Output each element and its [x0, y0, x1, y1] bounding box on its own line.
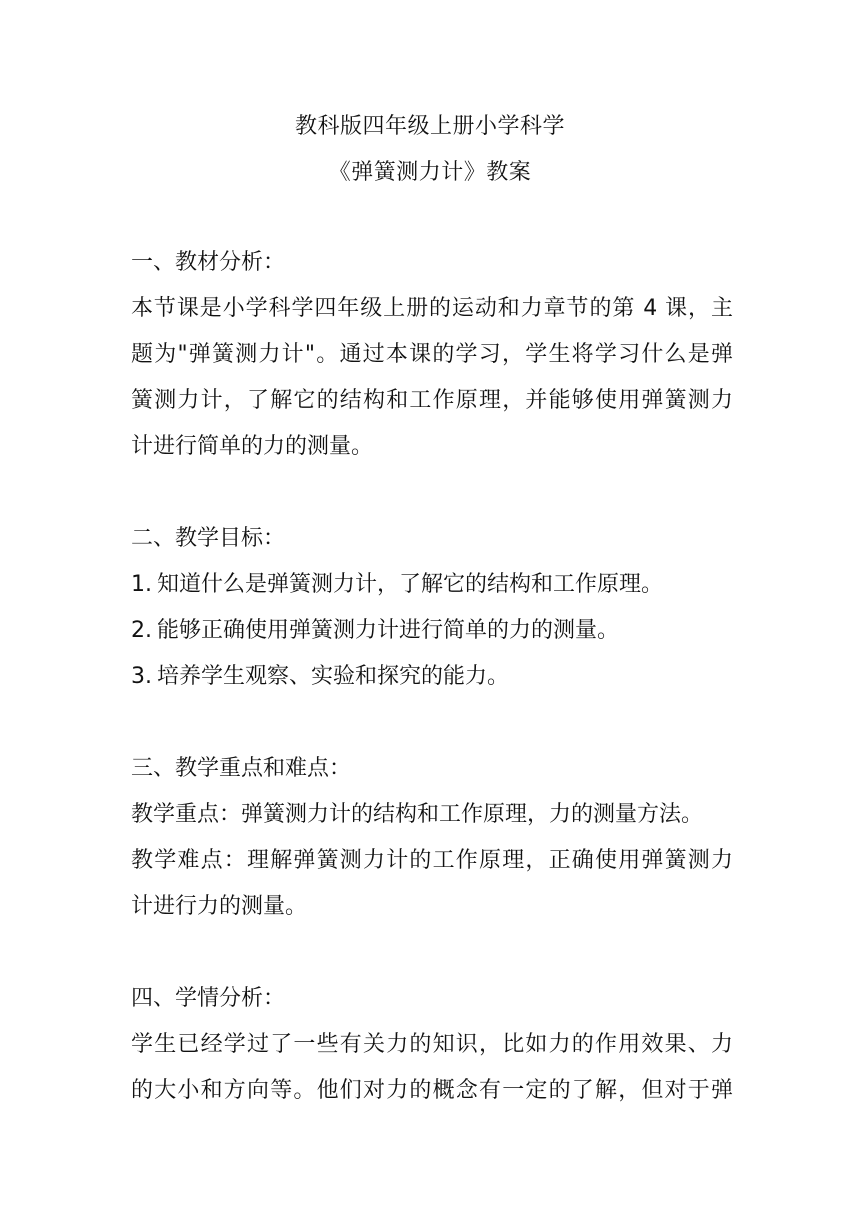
paragraph-line: 教学难点：理解弹簧测力计的工作原理，正确使用弹簧测力	[131, 848, 733, 873]
list-item-number: 3.	[131, 664, 152, 689]
list-item-text: 能够正确使用弹簧测力计进行简单的力的测量。	[157, 618, 620, 643]
document-title	[0, 104, 860, 196]
title-line-2: 《弹簧测力计》教案	[328, 160, 532, 185]
document-body	[131, 240, 733, 1114]
list-item	[131, 608, 733, 654]
paragraph-line: 的大小和方向等。他们对力的概念有一定的了解，但对于弹	[131, 1078, 733, 1103]
paragraph-line: 题为"弹簧测力计"。通过本课的学习，学生将学习什么是弹	[131, 342, 733, 367]
list-item	[131, 562, 733, 608]
section-spacer	[131, 930, 733, 976]
title-line-1: 教科版四年级上册小学科学	[294, 114, 565, 139]
paragraph-line: 教学重点：弹簧测力计的结构和工作原理，力的测量方法。	[131, 802, 704, 827]
list-item-text: 培养学生观察、实验和探究的能力。	[157, 664, 510, 689]
section-heading-student-analysis: 四、学情分析：	[131, 986, 286, 1011]
section-heading-key-points: 三、教学重点和难点：	[131, 756, 352, 781]
list-item-number: 2.	[131, 618, 152, 643]
section-spacer	[131, 470, 733, 516]
paragraph-line: 本节课是小学科学四年级上册的运动和力章节的第 4 课，主	[131, 296, 733, 321]
paragraph-line: 计进行简单的力的测量。	[131, 434, 374, 459]
section-spacer	[131, 700, 733, 746]
list-item-number: 1.	[131, 572, 152, 597]
list-item-text: 知道什么是弹簧测力计，了解它的结构和工作原理。	[157, 572, 664, 597]
paragraph-line: 计进行力的测量。	[131, 894, 308, 919]
paragraph-line: 学生已经学过了一些有关力的知识，比如力的作用效果、力	[131, 1032, 733, 1057]
list-item	[131, 654, 733, 700]
section-heading-textbook-analysis: 一、教材分析：	[131, 250, 286, 275]
paragraph-line: 簧测力计，了解它的结构和工作原理，并能够使用弹簧测力	[131, 388, 733, 413]
section-heading-teaching-objectives: 二、教学目标：	[131, 526, 286, 551]
